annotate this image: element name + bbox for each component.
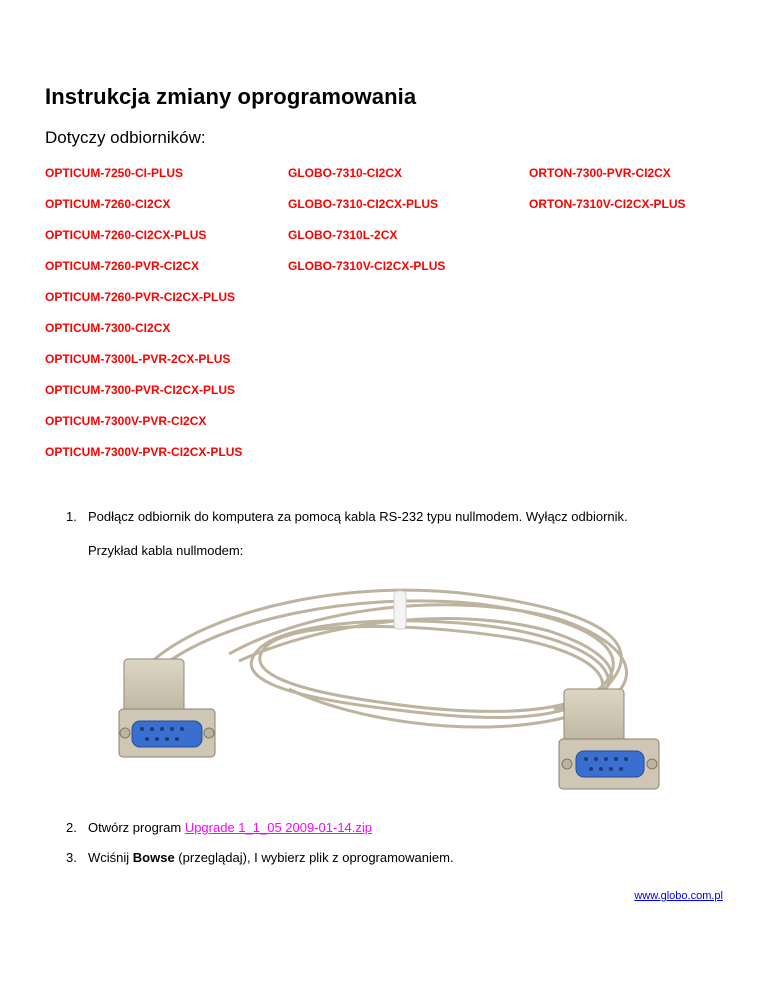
- connector-right: [559, 689, 659, 789]
- model-item: OPTICUM-7250-CI-PLUS: [45, 166, 184, 180]
- models-row: [45, 228, 745, 259]
- step-text-prefix: Wciśnij: [88, 850, 133, 865]
- models-row: [45, 321, 745, 352]
- models-row: [45, 383, 745, 414]
- step-text: [88, 820, 372, 835]
- browse-keyword: Bowse: [132, 850, 175, 865]
- example-label: Przykład kabla nullmodem:: [88, 543, 244, 558]
- models-list: [45, 166, 745, 476]
- model-item: OPTICUM-7300-CI2CX: [45, 321, 171, 335]
- step-3: [66, 850, 746, 870]
- model-item: OPTICUM-7300V-PVR-CI2CX: [45, 414, 207, 428]
- step-number: 3.: [66, 850, 77, 865]
- model-item: ORTON-7310V-CI2CX-PLUS: [529, 197, 686, 211]
- model-item: GLOBO-7310-CI2CX: [288, 166, 403, 180]
- models-row: [45, 166, 745, 197]
- step-text: Podłącz odbiornik do komputera za pomocą kabla RS-232 typu nullmodem. Wyłącz odbiornik.: [88, 509, 628, 524]
- model-item: GLOBO-7310L-2CX: [288, 228, 398, 242]
- models-row: [45, 290, 745, 321]
- model-item: OPTICUM-7260-CI2CX: [45, 197, 171, 211]
- step-number: 1.: [66, 509, 77, 524]
- model-item: OPTICUM-7300L-PVR-2CX-PLUS: [45, 352, 231, 366]
- models-row: [45, 259, 745, 290]
- model-item: GLOBO-7310-CI2CX-PLUS: [288, 197, 439, 211]
- cable-illustration: [89, 569, 680, 801]
- model-item: GLOBO-7310V-CI2CX-PLUS: [288, 259, 446, 273]
- step-number: 2.: [66, 820, 77, 835]
- document-title: Instrukcja zmiany oprogramowania: [45, 84, 417, 109]
- document-subtitle: Dotyczy odbiorników:: [45, 128, 206, 147]
- model-item: OPTICUM-7300V-PVR-CI2CX-PLUS: [45, 445, 243, 459]
- model-item: OPTICUM-7260-CI2CX-PLUS: [45, 228, 207, 242]
- model-item: OPTICUM-7260-PVR-CI2CX-PLUS: [45, 290, 236, 304]
- nullmodem-cable-photo: [89, 569, 680, 801]
- models-row: [45, 197, 745, 228]
- models-row: [45, 414, 745, 445]
- model-item: OPTICUM-7300-PVR-CI2CX-PLUS: [45, 383, 236, 397]
- step-text-prefix: Otwórz program: [88, 820, 185, 835]
- models-row: [45, 352, 745, 383]
- model-item: ORTON-7300-PVR-CI2CX: [529, 166, 671, 180]
- step-1: [66, 509, 746, 529]
- step-2: [66, 820, 746, 840]
- step-text-suffix: (przeglądaj), I wybierz plik z oprogramowaniem.: [174, 850, 454, 865]
- upgrade-file-link[interactable]: Upgrade 1_1_05 2009-01-14.zip: [184, 820, 373, 835]
- step-text: [88, 850, 454, 865]
- models-row: [45, 445, 745, 476]
- connector-left: [119, 659, 215, 757]
- model-item: OPTICUM-7260-PVR-CI2CX: [45, 259, 200, 273]
- website-link[interactable]: www.globo.com.pl: [634, 890, 723, 902]
